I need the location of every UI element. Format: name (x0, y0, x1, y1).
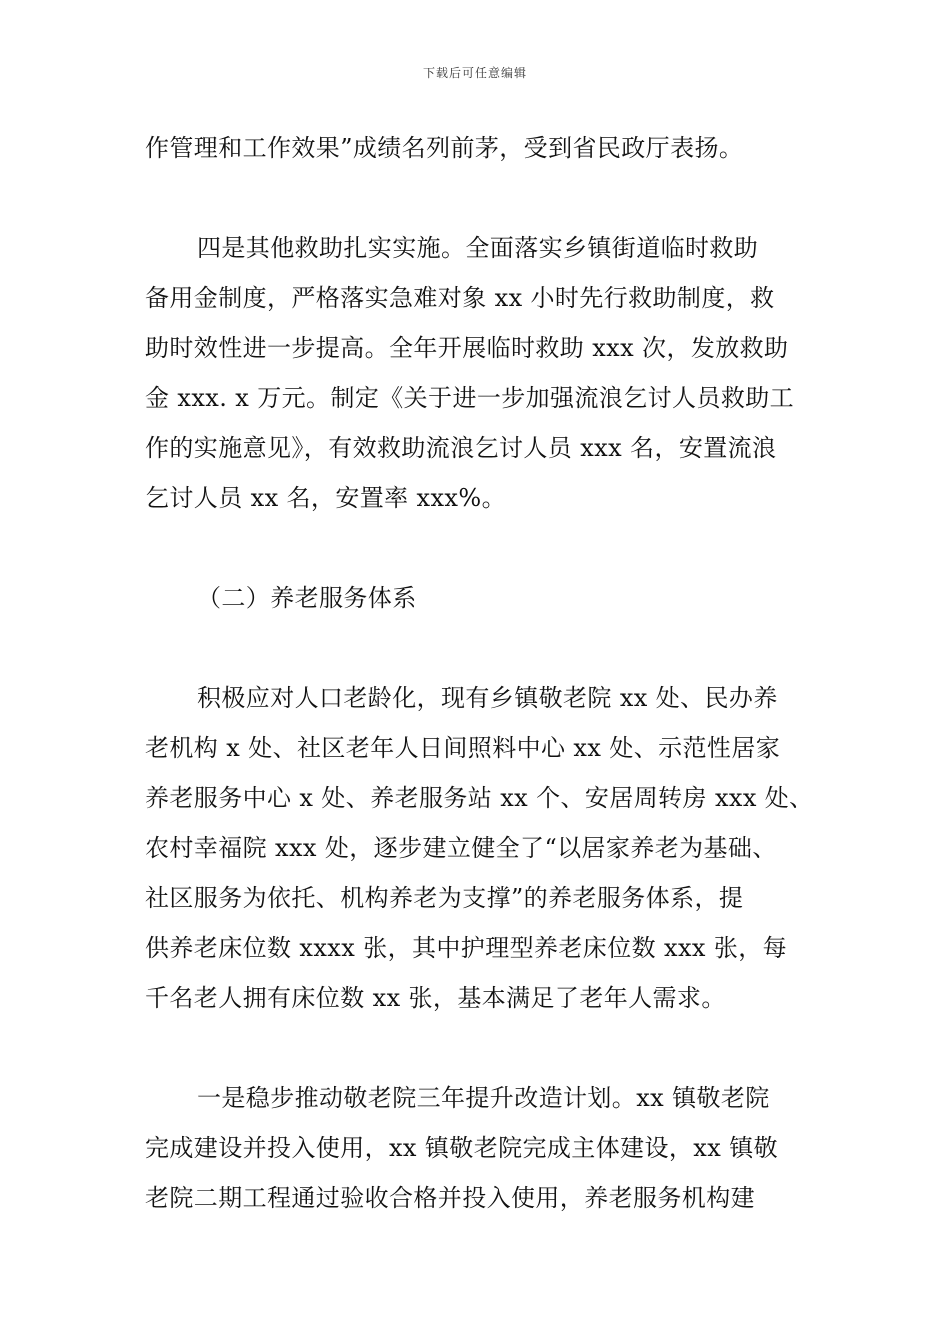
paragraph-line: 金 xxx. x 万元。制定《关于进一步加强流浪乞讨人员救助工 (145, 384, 795, 412)
paragraph-line: 老院二期工程通过验收合格并投入使用，养老服务机构建 (145, 1184, 755, 1212)
paragraph-line: 作管理和工作效果”成绩名列前茅，受到省民政厅表扬。 (145, 134, 744, 162)
paragraph-line: 备用金制度，严格落实急难对象 xx 小时先行救助制度，救 (145, 284, 775, 312)
paragraph-line: 乞讨人员 xx 名，安置率 xxx%。 (145, 484, 506, 512)
paragraph-line: 四是其他救助扎实实施。全面落实乡镇街道临时救助 (197, 234, 759, 262)
paragraph-line: 供养老床位数 xxxx 张，其中护理型养老床位数 xxx 张，每 (145, 934, 788, 962)
paragraph-line: 助时效性进一步提高。全年开展临时救助 xxx 次，发放救助 (145, 334, 789, 362)
section-heading: （二）养老服务体系 (197, 584, 417, 612)
paragraph-line: 一是稳步推动敬老院三年提升改造计划。xx 镇敬老院 (197, 1084, 770, 1112)
page-header: 下载后可任意编辑 (422, 66, 527, 80)
paragraph-line: 养老服务中心 x 处、养老服务站 xx 个、安居周转房 xxx 处、 (145, 784, 814, 812)
paragraph-line: 作的实施意见》，有效救助流浪乞讨人员 xxx 名，安置流浪 (145, 434, 777, 462)
paragraph-line: 完成建设并投入使用，xx 镇敬老院完成主体建设，xx 镇敬 (145, 1134, 778, 1162)
paragraph-line: 千名老人拥有床位数 xx 张，基本满足了老年人需求。 (145, 984, 726, 1012)
paragraph-line: 社区服务为依托、机构养老为支撑”的养老服务体系，提 (145, 884, 744, 912)
paragraph-line: 老机构 x 处、社区老年人日间照料中心 xx 处、示范性居家 (145, 734, 781, 762)
paragraph-line: 农村幸福院 xxx 处，逐步建立健全了“以居家养老为基础、 (145, 834, 777, 862)
paragraph-line: 积极应对人口老龄化，现有乡镇敬老院 xx 处、民办养 (197, 684, 778, 712)
